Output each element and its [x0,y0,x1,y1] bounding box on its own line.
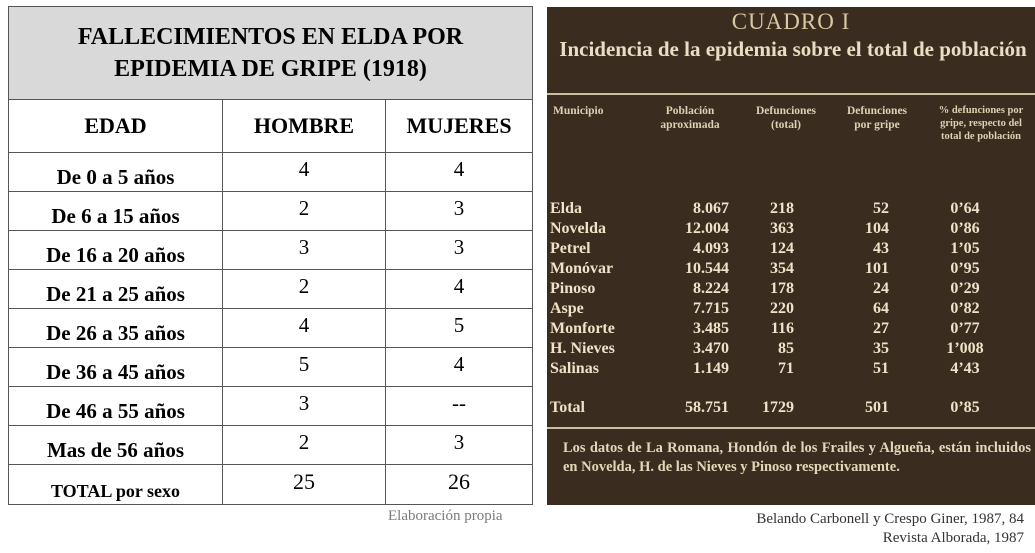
women-cell: 4 [386,270,533,309]
gripe-cell: 35 [873,340,889,357]
women-cell: 4 [386,153,533,192]
pct-cell: 1’05 [950,240,980,257]
defunciones-cell: 220 [770,300,794,317]
header-municipio: Municipio [553,105,604,117]
women-cell: 3 [386,192,533,231]
table-row [9,426,533,465]
header-pct: % defunciones por gripe, respecto del total de población [938,105,1024,142]
bottom-rule [547,427,1035,429]
gripe-cell: 24 [873,280,889,297]
table-row [547,360,1035,380]
poblacion-cell: 8.224 [693,280,729,297]
source-line-1: Belando Carbonell y Crespo Giner, 1987, 84 [756,511,1024,527]
table-row [9,153,533,192]
municipio-cell: Pinoso [550,280,596,297]
pct-cell: 0’64 [950,200,980,217]
age-cell: De 26 a 35 años [9,309,223,348]
table-row [9,270,533,309]
table-row [547,240,1035,260]
poblacion-cell: 8.067 [693,200,729,217]
defunciones-cell: 116 [770,320,794,337]
men-cell: 2 [223,426,386,465]
defunciones-cell: 85 [778,340,794,357]
age-cell: De 36 a 45 años [9,348,223,387]
poblacion-cell: 4.093 [693,240,729,257]
deaths-by-age-table [8,6,533,505]
men-cell: 2 [223,270,386,309]
women-cell: 3 [386,231,533,270]
women-cell: 4 [386,348,533,387]
men-cell: 2 [223,192,386,231]
defunciones-cell: 71 [778,360,794,377]
age-cell: De 16 a 20 años [9,231,223,270]
scan-title: Incidencia de la epidemia sobre el total de población [559,37,1027,61]
source-line-2: Revista Alborada, 1987 [882,530,1024,546]
total-row [547,399,1035,419]
table-total-row [9,465,533,505]
total-women: 26 [386,465,533,505]
municipio-cell: Novelda [550,220,606,237]
pct-cell: 0’77 [950,320,980,337]
gripe-cell: 27 [873,320,889,337]
men-cell: 5 [223,348,386,387]
table-row [547,340,1035,360]
municipio-cell: Aspe [550,300,584,317]
poblacion-cell: 10.544 [685,260,729,277]
table-row [9,192,533,231]
defunciones-cell: 218 [770,200,794,217]
header-mujeres: MUJERES [386,100,533,153]
header-defunciones: Defunciones (total) [755,105,817,131]
table-row [547,200,1035,220]
header-edad: EDAD [9,100,223,153]
total-gripe: 501 [865,399,889,416]
municipio-cell: Petrel [550,240,591,257]
poblacion-cell: 12.004 [685,220,729,237]
defunciones-cell: 178 [770,280,794,297]
left-caption: Elaboración propia [388,508,503,524]
table-row [547,320,1035,340]
total-label: TOTAL por sexo [9,465,223,505]
cuadro-label: CUADRO I [731,9,851,34]
table-row [547,300,1035,320]
table-row [9,231,533,270]
footnote: Los datos de La Romana, Hondón de los Frailes y Algueña, están incluidos en Novelda, H. de las Nieves y Pinoso respectivamente. [563,440,1031,475]
age-cell: Mas de 56 años [9,426,223,465]
women-cell: -- [386,387,533,426]
table-row [9,387,533,426]
table-row [547,280,1035,300]
pct-cell: 0’86 [950,220,980,237]
men-cell: 4 [223,309,386,348]
scanned-table-image [547,7,1035,505]
table-row [547,220,1035,240]
table-row [9,348,533,387]
header-gripe: Defunciones por gripe [846,105,908,131]
municipio-cell: Monforte [550,320,615,337]
defunciones-cell: 363 [770,220,794,237]
age-cell: De 0 a 5 años [9,153,223,192]
header-hombre: HOMBRE [223,100,386,153]
gripe-cell: 52 [873,200,889,217]
pct-cell: 4’43 [950,360,980,377]
women-cell: 3 [386,426,533,465]
total-label: Total [550,399,585,416]
header-poblacion: Población aproximada [660,105,720,131]
women-cell: 5 [386,309,533,348]
gripe-cell: 104 [865,220,889,237]
table-title: FALLECIMIENTOS EN ELDA POR EPIDEMIA DE GRIPE (1918) [9,7,533,100]
municipio-cell: Monóvar [550,260,614,277]
municipio-cell: Elda [550,200,583,217]
total-defunciones: 1729 [762,399,794,416]
age-cell: De 21 a 25 años [9,270,223,309]
pct-cell: 0’95 [950,260,980,277]
total-poblacion: 58.751 [685,399,729,416]
men-cell: 3 [223,387,386,426]
pct-cell: 1’008 [946,340,984,357]
defunciones-cell: 124 [770,240,794,257]
municipio-cell: Salinas [550,360,599,377]
poblacion-cell: 1.149 [693,360,729,377]
total-men: 25 [223,465,386,505]
age-cell: De 46 a 55 años [9,387,223,426]
top-rule [547,93,1035,95]
pct-cell: 0’82 [950,300,980,317]
men-cell: 4 [223,153,386,192]
age-cell: De 6 a 15 años [9,192,223,231]
defunciones-cell: 354 [770,260,794,277]
poblacion-cell: 3.485 [693,320,729,337]
men-cell: 3 [223,231,386,270]
municipio-cell: H. Nieves [550,340,615,357]
total-pct: 0’85 [950,399,980,416]
poblacion-cell: 7.715 [693,300,729,317]
gripe-cell: 51 [873,360,889,377]
gripe-cell: 101 [865,260,889,277]
gripe-cell: 64 [873,300,889,317]
pct-cell: 0’29 [950,280,980,297]
table-row [9,309,533,348]
poblacion-cell: 3.470 [693,340,729,357]
gripe-cell: 43 [873,240,889,257]
table-header-row [9,100,533,153]
table-row [547,260,1035,280]
